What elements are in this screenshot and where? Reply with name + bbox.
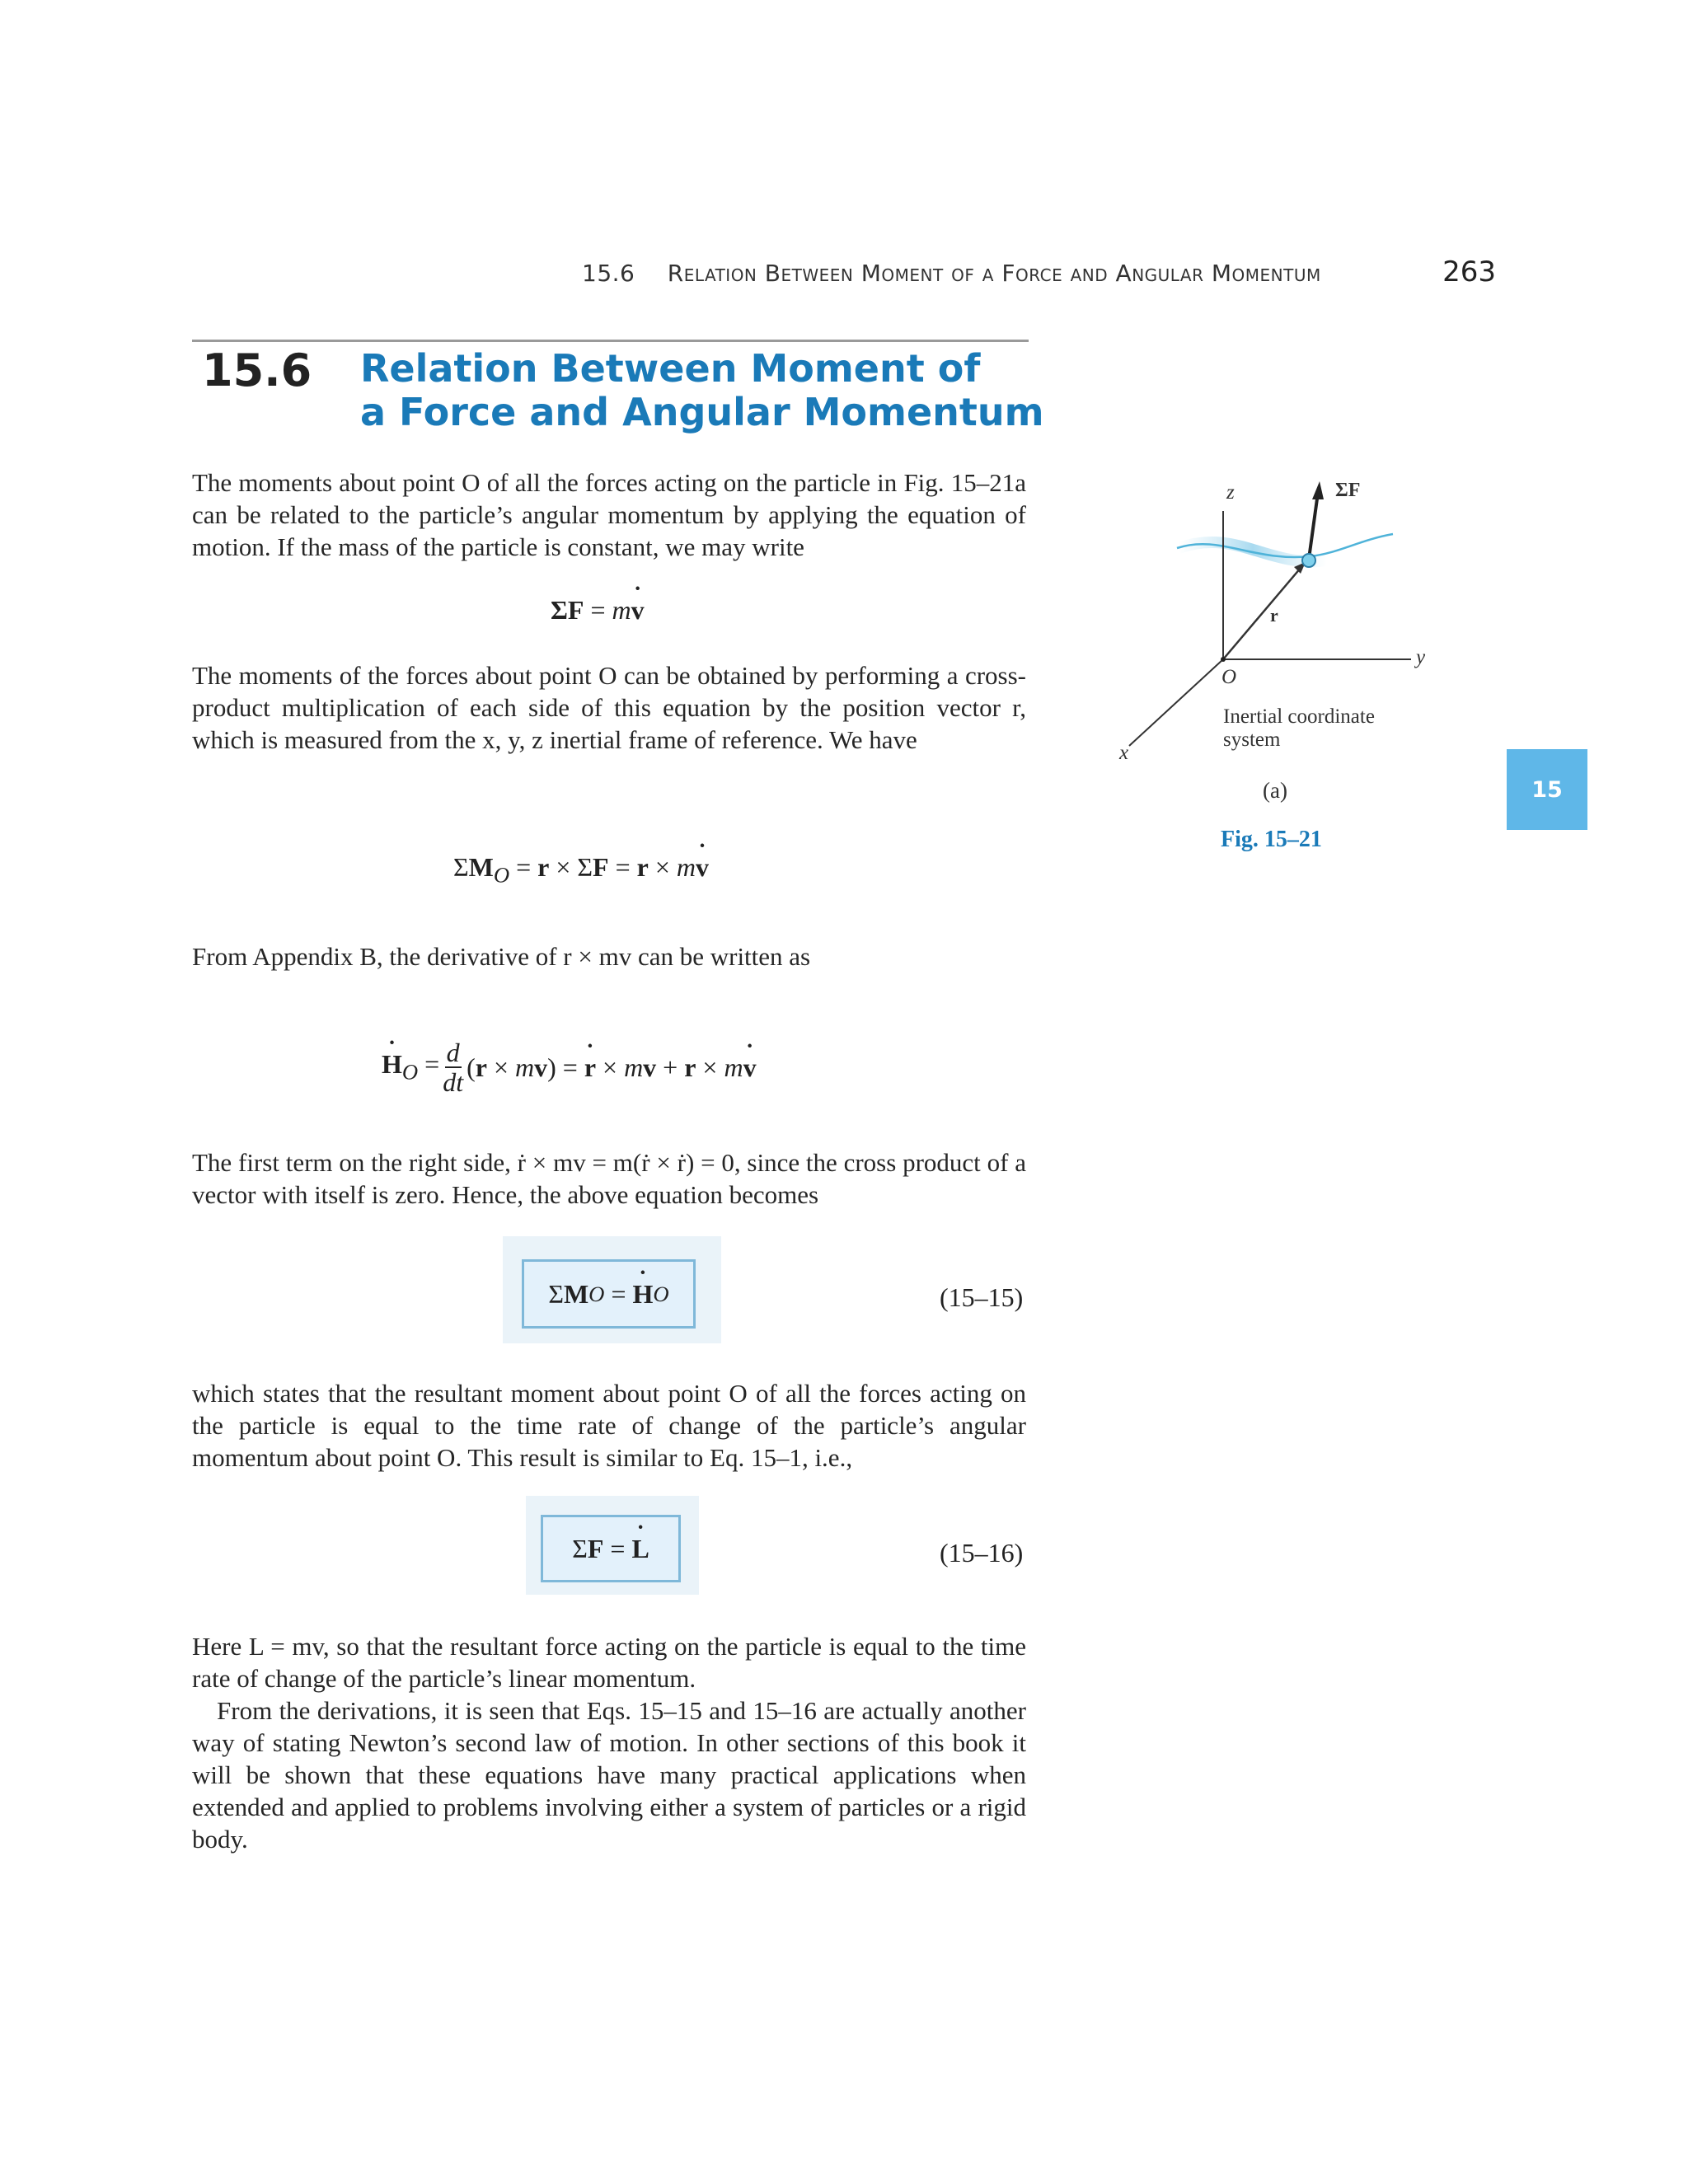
running-header-section: 15.6 (582, 260, 635, 287)
section-number: 15.6 (202, 344, 312, 396)
chapter-tab: 15 (1507, 749, 1587, 830)
paragraph-6: Here L = mv, so that the resultant force acting on the particle is equal to the time rate of change of the particle’s linear momentum. (192, 1632, 1026, 1693)
label-y: y (1416, 646, 1426, 668)
label-r: r (1270, 605, 1278, 626)
equation-derivative: H $˙_O$ = $\frac{d}{dt}$ (r × mv) = r ˙ × mv + r × mv ˙ (382, 1038, 757, 1096)
figure-note-line2: system (1223, 729, 1281, 751)
label-z: z (1226, 481, 1235, 504)
equation-15-16-number: (15–16) (940, 1538, 1024, 1568)
label-x: x (1119, 742, 1129, 764)
paragraph-5: which states that the resultant moment about point O of all the forces acting on the particle is equal to the time rate of change of the particle’s angular momentum about point O. This result is similar to Eq. 15–1, i.e., (192, 1379, 1026, 1472)
running-header-title: Relation Between Moment of a Force and Angular Momentum (667, 260, 1321, 287)
running-header (582, 260, 1321, 287)
equation-15-16-box: Σ F = L ˙ (541, 1515, 681, 1582)
paragraph-3: From Appendix B, the derivative of r × mv can be written as (192, 942, 811, 971)
equation-newton: ΣF = mv ˙ (551, 595, 645, 626)
section-title-line2: a Force and Angular Momentum (360, 390, 1044, 434)
section-rule (192, 340, 1029, 342)
origin-dot (1221, 657, 1226, 662)
figure-part-label: (a) (1263, 778, 1287, 803)
force-vector (1309, 493, 1318, 559)
x-axis (1129, 659, 1223, 746)
force-arrowhead (1312, 481, 1324, 499)
page-number: 263 (1442, 255, 1496, 288)
equation-15-15-number: (15–15) (940, 1282, 1024, 1312)
position-vector-r (1223, 562, 1306, 659)
section-title (360, 347, 1044, 434)
equation-moment: $\Sigma M_O = r \times \Sigma F = r$ × mv ˙ (453, 852, 709, 888)
figure-caption: Fig. 15–21 (1221, 827, 1322, 852)
paragraph-2: The moments of the forces about point O can be obtained by performing a cross-product multiplication of each side of this equation by the position vector r, which is measured from the x, y, z inertial frame of reference. We have (192, 661, 1026, 754)
section-title-line1: Relation Between Moment of (360, 346, 981, 391)
paragraph-7: From the derivations, it is seen that Eqs. 15–15 and 15–16 are actually another way of stating Newton’s second law of motion. In other sections of this book it will be shown that these equations have many practical applications when extended and applied to problems involving either a system of particles or a rigid body. (192, 1696, 1026, 1854)
figure-note (1223, 705, 1375, 752)
figure-15-21 (1113, 470, 1442, 783)
label-origin: O (1221, 666, 1237, 688)
figure-note-line1: Inertial coordinate (1223, 705, 1375, 728)
paragraph-4: The first term on the right side, ṙ × mv = m(ṙ × ṙ) = 0, since the cross product of a vector with itself is zero. Hence, the above equation becomes (192, 1148, 1026, 1209)
paragraph-1: The moments about point O of all the forces acting on the particle in Fig. 15–21a can be related to the particle’s angular momentum by applying the equation of motion. If the mass of the particle is constant, we may write (192, 468, 1026, 561)
label-sum-f: ΣF (1335, 480, 1361, 501)
particle (1302, 554, 1315, 567)
equation-15-15-box: Σ M O = H ˙ O (522, 1259, 696, 1329)
